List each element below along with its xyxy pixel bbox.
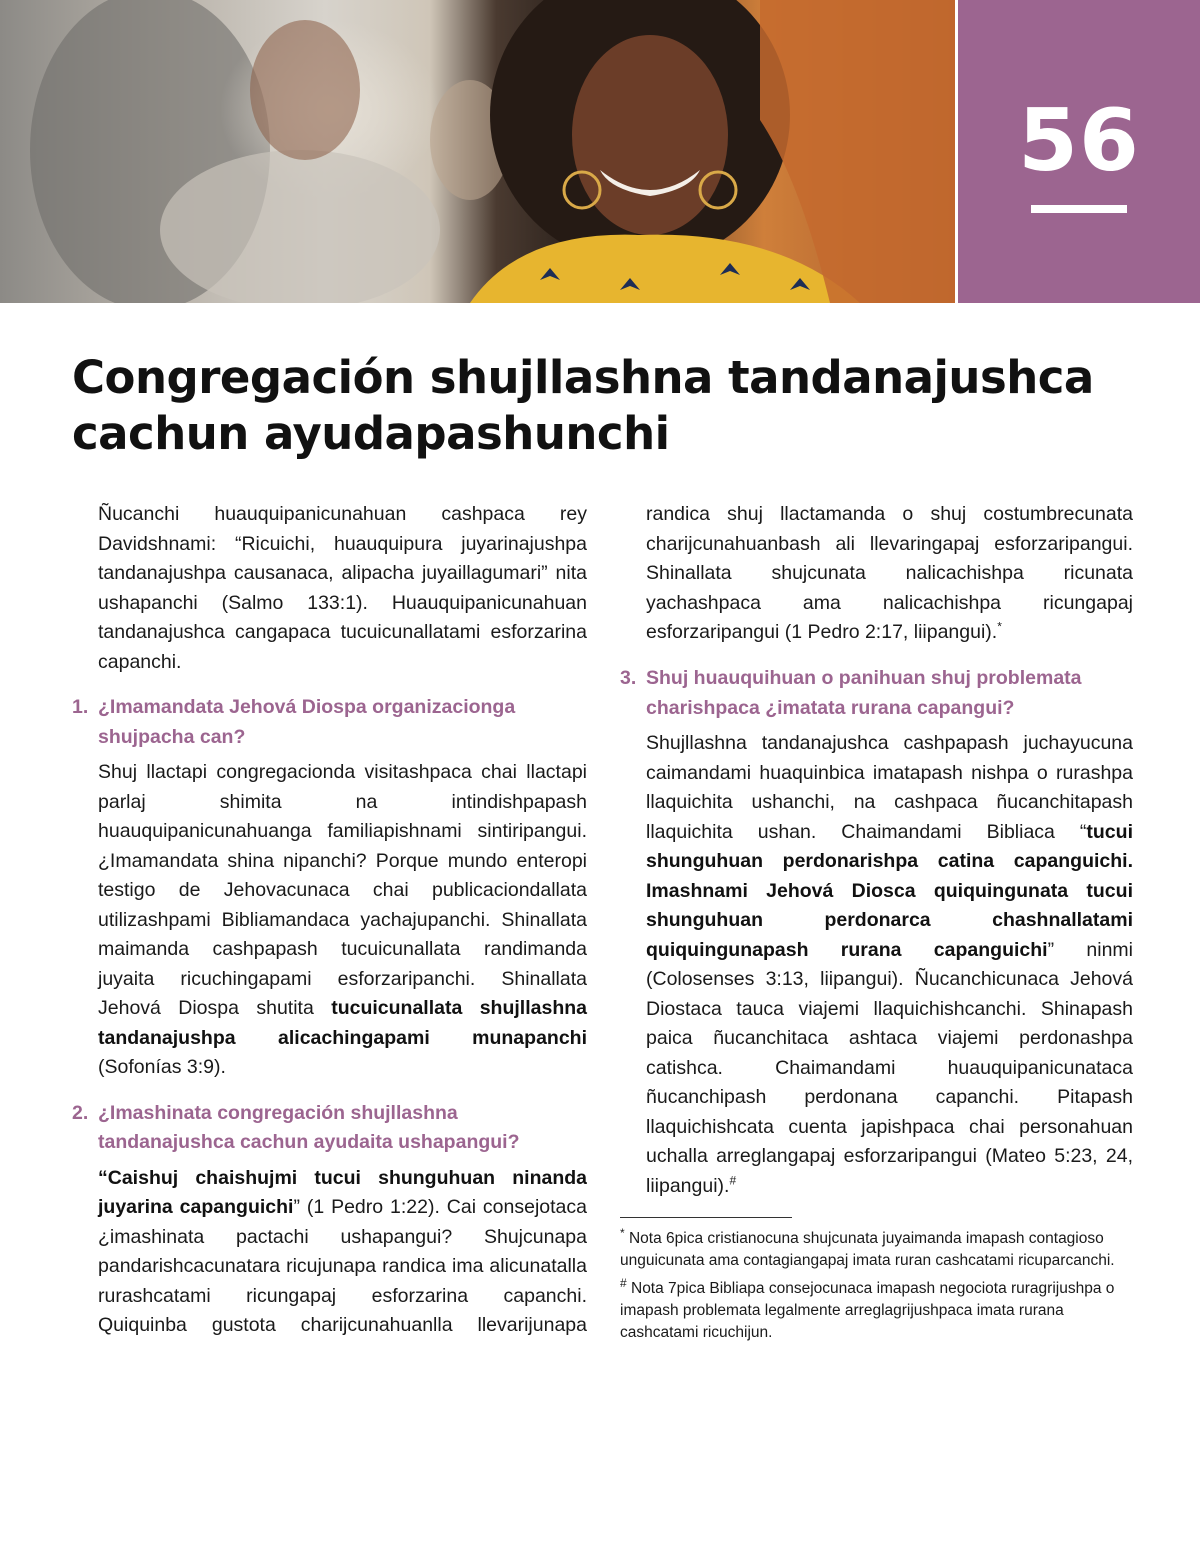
question-number: 1. xyxy=(72,696,89,718)
question-text: Shuj huauquihuan o panihuan shuj problemata charishpaca ¿imatata rurana capangui? xyxy=(646,667,1082,719)
answer-text: ” (1 Pedro 1:22). Cai consejotaca ¿imashinata pactachi ushapangui? Shujcunapa pandarishcacunatara ricujunapa randica ima alicunatalla rurashcatami ricungapaj esforzarina capanchi. Quiquinba gustota charijcunahuanlla llevarijunapa xyxy=(98,1196,587,1336)
footnote-mark: * xyxy=(620,1225,625,1240)
left-column xyxy=(72,500,587,1344)
answer-text: randica shuj llactamanda o shuj costumbrecunata charijcunahuanbash ali llevaringapaj esforzaripangui. Shinallata shujcunata nalicachishpa ricunata yachashpaca ama nalicachishpa ricungapaj esforzaripangui (1 Pedro 2:17, liipangui). xyxy=(646,503,1133,643)
footnote-2 xyxy=(620,1275,1133,1344)
answer-text: Shujllashna tandanajushca cashpapash juchayucuna caimandami huaquinbica imatapash nishpa o rurashpa llaquichita ushanchi, na cashpaca ñucanchitapash llaquichita ushan. Chaimandami Bibliaca “ xyxy=(646,732,1133,843)
question-text: ¿Imashinata congregación shujllashna tandanajushca cachun ayudaita ushapangui? xyxy=(98,1101,520,1153)
intro-paragraph: Ñucanchi huauquipanicunahuan cashpaca rey Davidshnami: “Ricuichi, huauquipura juyarinajushpa tandanajushpa causanaca, alipacha juyaillagumari” nita ushapanchi (Salmo 133:1). Huauquipanicunahuan tandanajushca cangapaca tucuicunallatami esforzarina capanchi. xyxy=(98,503,587,673)
answer-2-continued-text xyxy=(646,500,1133,648)
footnote-mark[interactable]: * xyxy=(997,619,1002,634)
photo-smiling-woman-icon xyxy=(0,0,955,303)
question-number: 3. xyxy=(620,667,637,689)
right-column xyxy=(620,500,1133,1350)
footnote-1 xyxy=(620,1225,1133,1272)
question-3 xyxy=(620,664,1133,723)
lesson-badge xyxy=(958,0,1200,303)
header-photo xyxy=(0,0,955,303)
answer-emphasis: “Caishuj chaishujmi tucui shunguhuan ninanda juyarina capanguichi xyxy=(98,1166,587,1218)
lesson-number: 56 xyxy=(1018,91,1140,191)
answer-2 xyxy=(72,1164,587,1344)
footnote-text: Nota 6pica cristianocuna shujcunata juyaimanda imapash contagioso unguicunata ama contagiangapaj imata ruran cashcatami ricuparcanchi. xyxy=(620,1230,1115,1269)
answer-text: ” ninmi (Colosenses 3:13, liipangui). Ñucanchicunaca Jehová Diostaca tauca viajemi llaquichishcanchi. Shinapash paica ñucanchitaca ashtaca viajemi perdonashpa catishca. Chaimandami huauquipanicunataca ñucanchipash perdonana capanchi. Pitapash llaquichishcata cuenta japishpaca chai personahuan uchalla arreglangapaj esforzaripangui (Mateo 5:23, 24, liipangui). xyxy=(646,938,1133,1197)
page-title: Congregación shujllashna tandanajushca cachun ayudapashunchi xyxy=(72,351,1094,460)
answer-emphasis: tucui shunguhuan perdonarishpa catina capanguichi. Imashnami Jehová Diosca quiquingunata tucui shunguhuan perdonarca chashnallatami quiquingunapash rurana capanguichi xyxy=(646,820,1133,961)
answer-text: (Sofonías 3:9). xyxy=(98,1056,226,1078)
answer-3 xyxy=(620,729,1133,1201)
lesson-number-underline xyxy=(1031,205,1127,213)
answer-1 xyxy=(72,758,587,1083)
answer-2-continued xyxy=(620,500,1133,648)
answer-emphasis: tucuicunallata shujllashna tandanajushpa alicachingapami munapanchi xyxy=(98,997,587,1049)
footnote-text: Nota 7pica Bibliapa consejocunaca imapash negociota ruragrijushpa o imapash problemata legalmente arreglagrijushpaca imata rurana cashcatami ricuchijun. xyxy=(620,1280,1115,1341)
footnote-mark: # xyxy=(620,1275,627,1290)
footnote-divider xyxy=(620,1217,792,1218)
answer-text: Shuj llactapi congregacionda visitashpaca chai llactapi parlaj shimita na intindishpapash huauquipanicunahuanga familiapishnami sintiripangui. ¿Imamandata shina nipanchi? Porque mundo enteropi testigo de Jehovacunaca chai publicaciondallata utilizashpami Bibliamandaca yachajupanchi. Shinallata maimanda cashpapash tucuicunallata randimanda juyaita ricuchingapami esforzaripanchi. Shinallata Jehová Diospa shutita xyxy=(98,761,587,1019)
question-2 xyxy=(72,1099,587,1158)
question-number: 2. xyxy=(72,1101,89,1124)
question-text: ¿Imamandata Jehová Diospa organizacionga shujpacha can? xyxy=(98,696,516,748)
question-1 xyxy=(72,693,587,752)
footnote-mark[interactable]: # xyxy=(729,1173,737,1187)
